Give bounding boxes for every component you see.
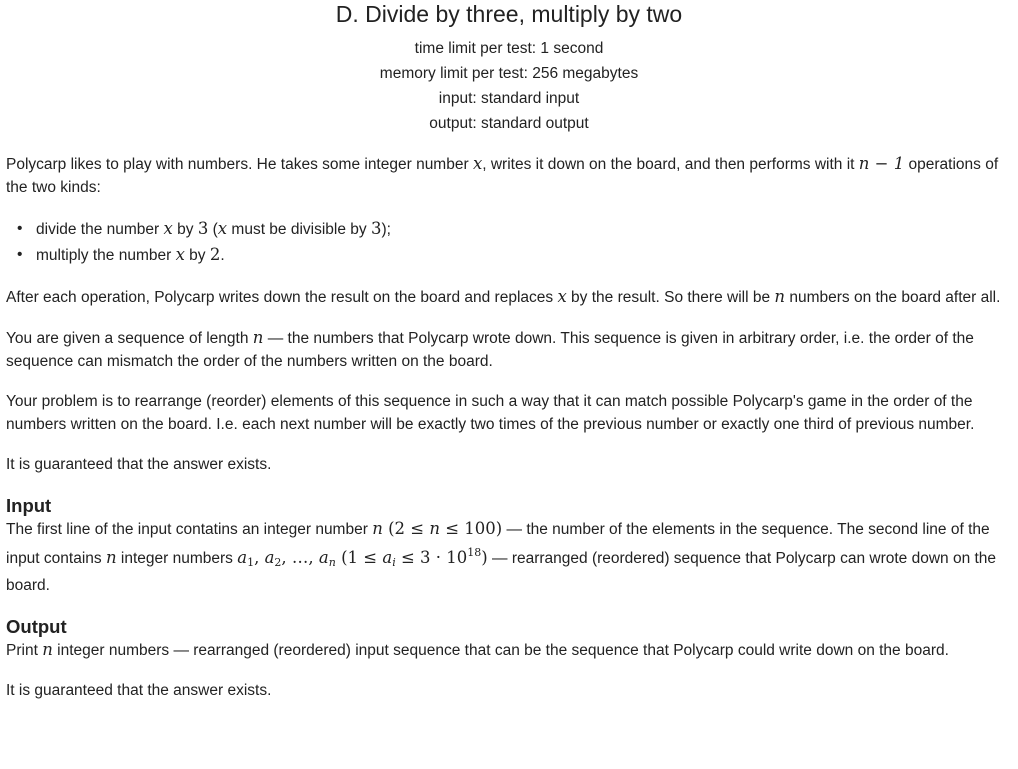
text-run: by — [184, 247, 210, 264]
math-x: x — [163, 219, 173, 238]
math-n: n — [105, 548, 117, 567]
text-run: — the number of the elements in the sequence. The second line of the input contains — [6, 521, 990, 567]
list-item — [17, 216, 1012, 242]
text-run: operations of the two kinds: — [6, 156, 999, 196]
text-run: After each operation, Polycarp writes down the result on the board and replaces — [6, 289, 558, 306]
math-2: 2 — [209, 245, 221, 264]
text-run: multiply the number — [36, 247, 176, 264]
math-n: n — [252, 328, 264, 347]
output-section-body — [6, 638, 1012, 662]
operations-list — [6, 216, 1012, 268]
math-exponent: 18 — [467, 546, 482, 559]
math-subscript: 2 — [274, 556, 282, 569]
text-run: The first line of the input contatins an integer number — [6, 521, 373, 538]
text-run: , writes it down on the board, and then performs with it — [482, 156, 859, 173]
input-section-body — [6, 517, 1012, 597]
math-run: ≤ 3 · 10 — [395, 548, 468, 567]
math-sequence: $a_1$, $a_2$, …, $a_n$ — [237, 548, 336, 569]
math-run: ≤ 100) — [439, 519, 503, 538]
math-3: 3 — [370, 219, 382, 238]
text-run: Print — [6, 642, 43, 659]
text-run: — rearranged (reordered) sequence that Polycarp can wrote down on the board. — [6, 550, 997, 594]
problem-title: D. Divide by three, multiply by two — [335, 1, 683, 27]
math-x: x — [175, 245, 185, 264]
math-run: ) — [481, 548, 488, 567]
text-run: integer numbers — rearranged (reordered) input sequence that can be the sequence that Polycarp could write down on the board. — [52, 642, 949, 659]
math-run: , …, — [281, 548, 319, 567]
text-run: by — [172, 221, 198, 238]
problem-limits — [6, 36, 1012, 136]
math-n: n — [372, 519, 383, 538]
math-n-minus-1: n − 1 — [858, 154, 905, 173]
output-section-title: Output — [6, 616, 67, 637]
text-run: — the numbers that Polycarp wrote down. This sequence is given in arbitrary order, i.e. the order of the sequence can mismatch the order of the numbers written on the board. — [6, 330, 974, 370]
math-x: x — [557, 287, 567, 306]
text-run: You are given a sequence of length — [6, 330, 253, 347]
math-x: x — [472, 154, 483, 173]
text-run: numbers on the board after all. — [785, 289, 1001, 306]
math-n: n — [774, 287, 786, 306]
math-range — [336, 548, 488, 567]
math-a: a — [318, 548, 329, 567]
statement-paragraph-3 — [6, 326, 1012, 373]
input-section-title: Input — [6, 495, 52, 516]
math-a: a — [264, 548, 275, 567]
problem-statement — [6, 152, 1012, 702]
text-run: must be divisible by — [227, 221, 371, 238]
math-n: n — [42, 640, 53, 659]
math-subscript: i — [392, 556, 396, 569]
list-item — [17, 242, 1012, 268]
bullet-icon: • — [17, 246, 23, 263]
memory-limit: memory limit per test: 256 megabytes — [379, 65, 639, 82]
text-run: Polycarp likes to play with numbers. He takes some integer number — [6, 156, 473, 173]
statement-paragraph-1 — [6, 152, 1012, 199]
time-limit: time limit per test: 1 second — [414, 40, 604, 57]
math-x: x — [217, 219, 228, 238]
math-subscript: 1 — [247, 556, 255, 569]
problem-header — [6, 0, 1012, 136]
statement-paragraph-5: It is guaranteed that the answer exists. — [6, 456, 272, 473]
statement-paragraph-2 — [6, 285, 1012, 309]
text-run: by the result. So there will be — [566, 289, 775, 306]
text-run: divide the number — [36, 221, 164, 238]
math-subscript: n — [328, 556, 336, 569]
math-range — [383, 519, 502, 538]
math-run: (2 ≤ — [382, 519, 430, 538]
output-spec: output: standard output — [429, 115, 589, 132]
math-a: a — [382, 548, 393, 567]
text-run: ( — [208, 221, 218, 238]
math-a: a — [237, 548, 248, 567]
text-run: . — [220, 247, 225, 264]
statement-paragraph-4: Your problem is to rearrange (reorder) elements of this sequence in such a way that it can match possible Polycarp's game in the order of the numbers written on the board. I.e. each next number will be exactly two times of the previous number or exactly one third of previous number. — [6, 393, 975, 433]
math-n: n — [429, 519, 440, 538]
input-spec: input: standard input — [438, 90, 580, 107]
text-run: ); — [381, 221, 391, 238]
text-run: integer numbers — [116, 550, 238, 567]
output-section-note: It is guaranteed that the answer exists. — [6, 682, 272, 699]
bullet-icon: • — [17, 220, 23, 237]
math-3: 3 — [197, 219, 209, 238]
math-run: (1 ≤ — [335, 548, 383, 567]
